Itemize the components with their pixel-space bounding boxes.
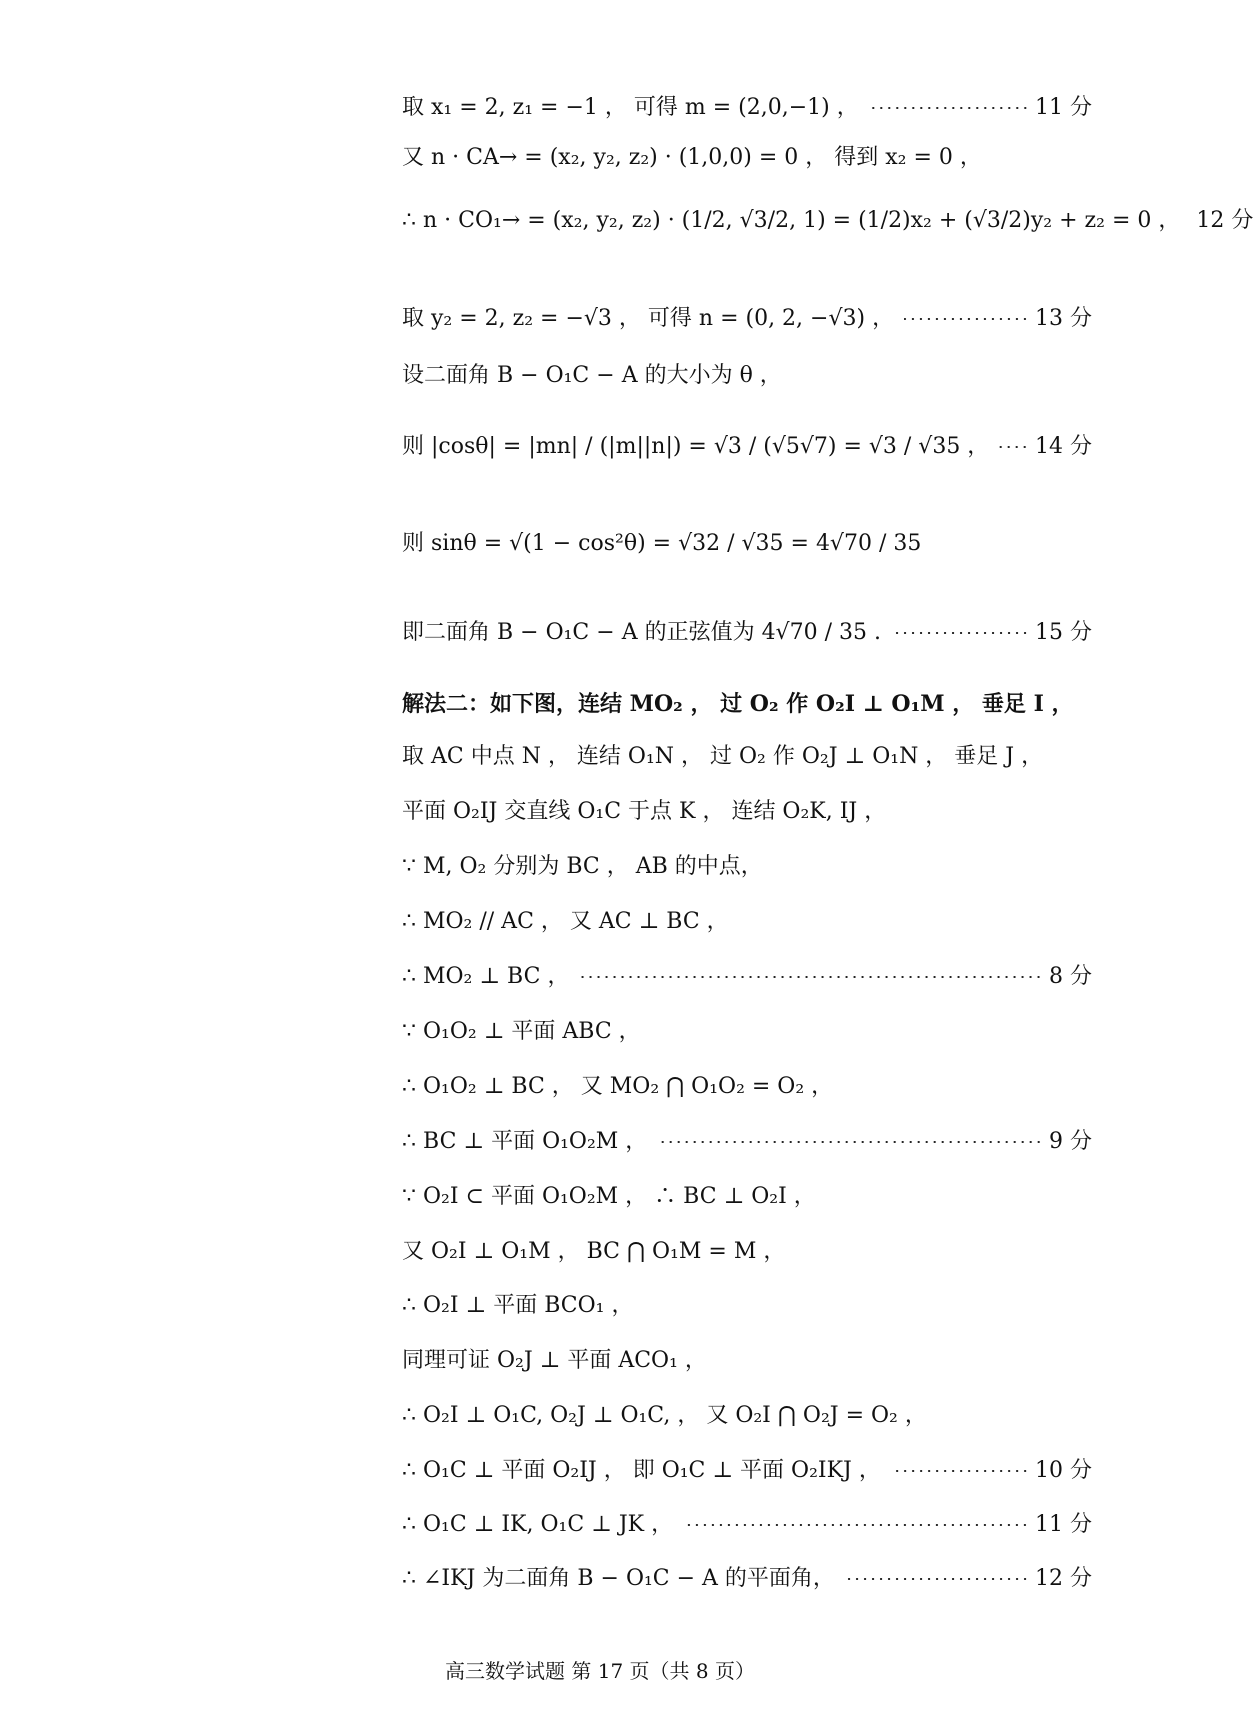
leader-dots — [657, 1141, 1043, 1143]
line-text: ∴ O₁O₂ ⊥ BC ， 又 MO₂ ⋂ O₁O₂ = O₂ ， — [402, 1074, 834, 1099]
line-text: ∴ O₁C ⊥ IK, O₁C ⊥ JK ， — [402, 1512, 674, 1537]
solution-line — [402, 1456, 1092, 1486]
score-label: 14 分 — [1035, 434, 1092, 459]
solution-line — [402, 907, 1092, 937]
line-text: 又 n · CA→ = (x₂, y₂, z₂) · (1,0,0) = 0 ， 得到 x₂ = 0 ， — [402, 145, 982, 170]
solution-line — [402, 432, 1092, 462]
solution-line — [402, 1127, 1092, 1157]
solution-line — [402, 1564, 1092, 1594]
solution-line — [402, 797, 1092, 827]
solution-line — [402, 689, 1092, 719]
score-label: 12 分 — [1035, 1566, 1092, 1591]
solution-line — [402, 1182, 1092, 1212]
line-text: ∵ O₂I ⊂ 平面 O₁O₂M ， ∴ BC ⊥ O₂I ， — [402, 1184, 816, 1209]
score-label: 9 分 — [1049, 1129, 1092, 1154]
solution-line — [402, 742, 1092, 772]
solution-line — [402, 304, 1092, 334]
line-text: 取 AC 中点 N ， 连结 O₁N ， 过 O₂ 作 O₂J ⊥ O₁N ， 垂足 J ， — [402, 744, 1044, 769]
line-text: 则 sinθ = √(1 − cos²θ) = √32 / √35 = 4√70 / 35 — [402, 531, 922, 556]
page-footer: 高三数学试题 第 17 页（共 8 页） — [445, 1659, 755, 1683]
line-text: 同理可证 O₂J ⊥ 平面 ACO₁ ， — [402, 1348, 707, 1373]
line-text: ∴ O₁C ⊥ 平面 O₂IJ ， 即 O₁C ⊥ 平面 O₂IKJ ， — [402, 1458, 881, 1483]
solution-line — [402, 529, 1092, 559]
score-label: 12 分 — [1196, 208, 1253, 233]
score-label: 13 分 — [1035, 306, 1092, 331]
solution-line — [402, 1237, 1092, 1267]
solution-line — [402, 618, 1092, 648]
score-label: 8 分 — [1049, 964, 1092, 989]
line-text: ∵ O₁O₂ ⊥ 平面 ABC ， — [402, 1019, 641, 1044]
line-text: ∴ MO₂ // AC ， 又 AC ⊥ BC ， — [402, 909, 729, 934]
line-text: 即二面角 B − O₁C − A 的正弦值为 4√70 / 35 . — [402, 620, 881, 645]
line-text: 又 O₂I ⊥ O₁M ， BC ⋂ O₁M = M ， — [402, 1239, 786, 1264]
line-text: 取 y₂ = 2, z₂ = −√3 ， 可得 n = (0, 2, −√3) ， — [402, 306, 895, 331]
leader-dots — [869, 107, 1029, 109]
line-text: 则 |cosθ| = |mn| / (|m||n|) = √3 / (√5√7) = √3 / √35 ， — [402, 434, 990, 459]
solution-line — [402, 852, 1092, 882]
solution-line — [402, 1510, 1092, 1540]
solution-line — [402, 143, 1092, 173]
line-text: ∴ BC ⊥ 平面 O₁O₂M ， — [402, 1129, 648, 1154]
solution-line — [402, 1401, 1092, 1431]
leader-dots — [904, 318, 1029, 320]
line-text: 取 x₁ = 2, z₁ = −1 ， 可得 m = (2,0,−1) ， — [402, 95, 859, 120]
solution-line — [402, 1072, 1092, 1102]
line-text: ∴ O₂I ⊥ 平面 BCO₁ ， — [402, 1293, 634, 1318]
score-label: 11 分 — [1035, 1512, 1092, 1537]
leader-dots — [579, 976, 1043, 978]
solution-line — [402, 361, 1092, 391]
solution-line — [402, 1291, 1092, 1321]
score-label: 10 分 — [1035, 1458, 1092, 1483]
line-text: ∵ M, O₂ 分别为 BC ， AB 的中点， — [402, 854, 763, 879]
line-text: 平面 O₂IJ 交直线 O₁C 于点 K ， 连结 O₂K, IJ ， — [402, 799, 887, 824]
leader-dots — [891, 632, 1029, 634]
score-label: 11 分 — [1035, 95, 1092, 120]
solution-line — [402, 1346, 1092, 1376]
solution-line — [402, 962, 1092, 992]
solution-line — [402, 206, 1253, 236]
line-text: ∴ O₂I ⊥ O₁C, O₂J ⊥ O₁C, ， 又 O₂I ⋂ O₂J = O₂ ， — [402, 1403, 927, 1428]
line-text: 设二面角 B − O₁C − A 的大小为 θ ， — [402, 363, 782, 388]
line-text: ∴ n · CO₁→ = (x₂, y₂, z₂) · (1/2, √3/2, 1) = (1/2)x₂ + (√3/2)y₂ + z₂ = 0 ， — [402, 208, 1181, 233]
leader-dots — [891, 1470, 1029, 1472]
leader-dots — [845, 1578, 1029, 1580]
score-label: 15 分 — [1035, 620, 1092, 645]
line-text: 解法二：如下图，连结 MO₂ ， 过 O₂ 作 O₂I ⊥ O₁M ， 垂足 I ， — [402, 691, 1074, 717]
leader-dots — [683, 1524, 1029, 1526]
line-text: ∴ ∠IKJ 为二面角 B − O₁C − A 的平面角， — [402, 1566, 835, 1591]
solution-line — [402, 93, 1092, 123]
leader-dots — [999, 446, 1029, 448]
solution-line — [402, 1017, 1092, 1047]
line-text: ∴ MO₂ ⊥ BC ， — [402, 964, 570, 989]
